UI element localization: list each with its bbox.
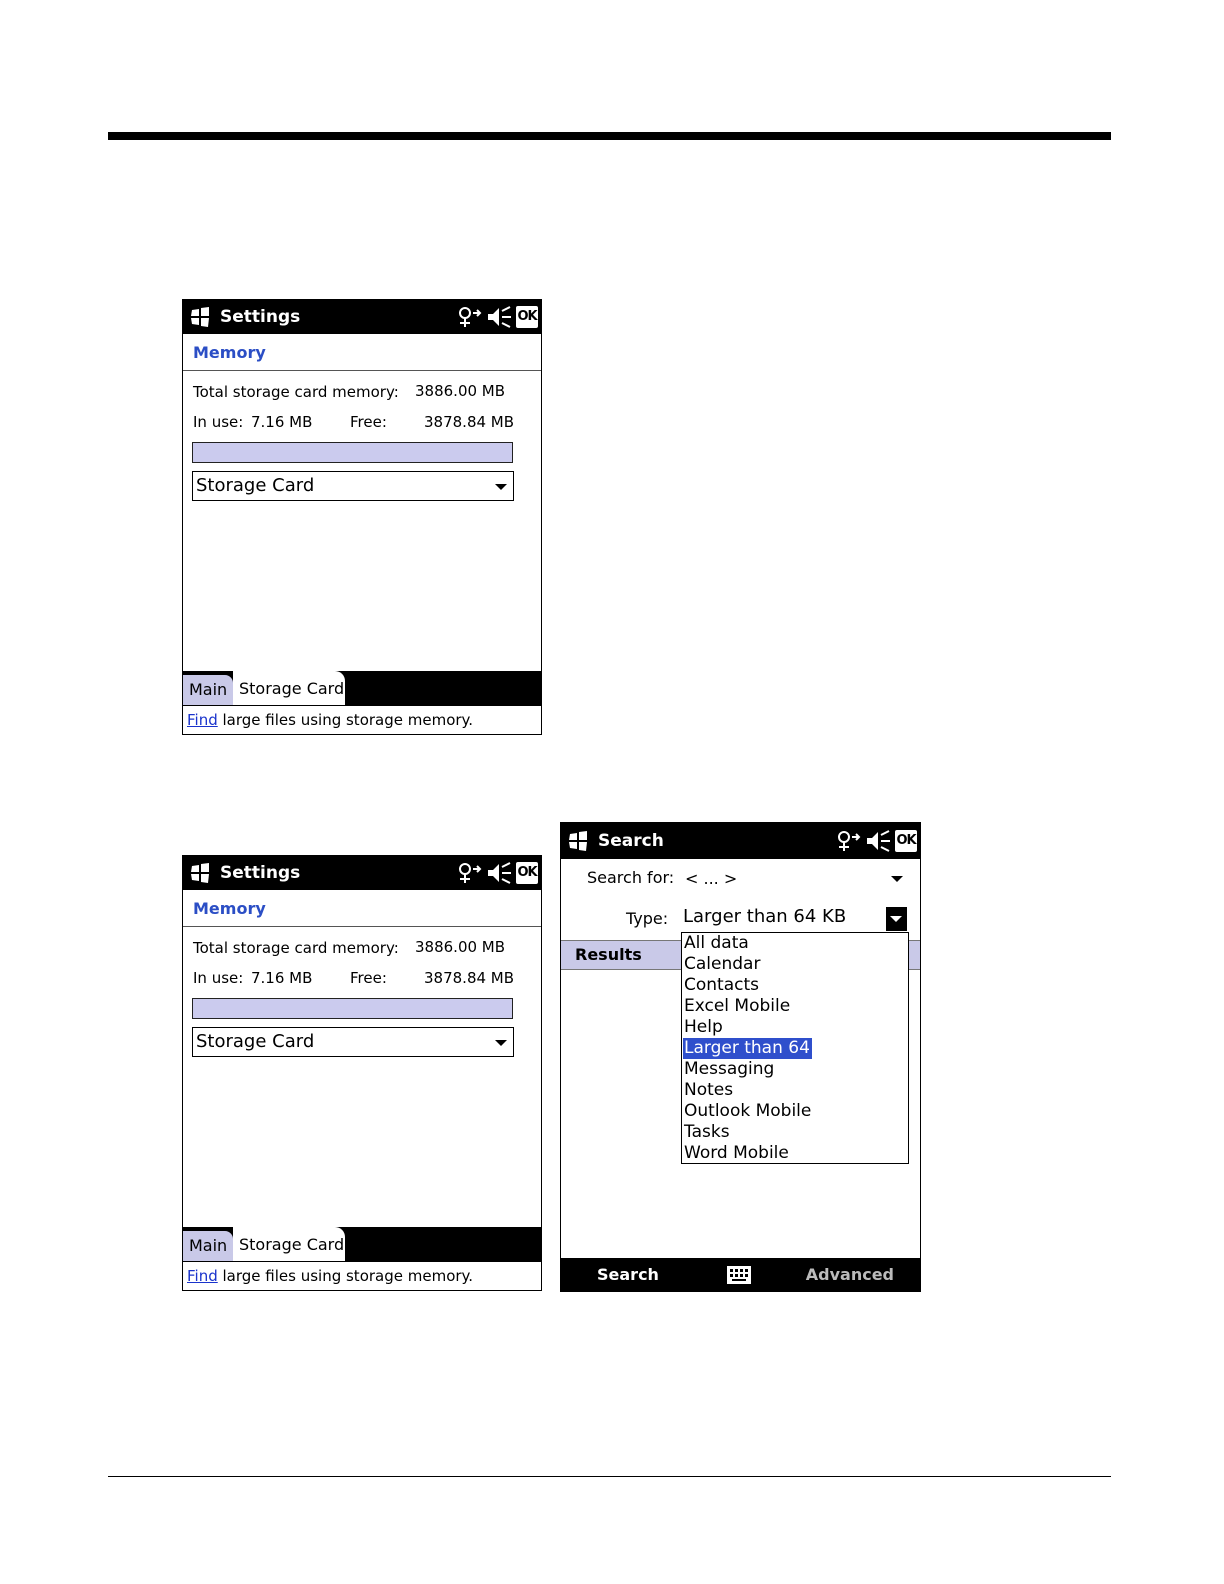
type-label: Type: <box>626 909 669 928</box>
list-item[interactable]: Messaging <box>684 1059 775 1079</box>
find-hint <box>187 710 473 730</box>
find-link[interactable]: Find <box>187 1267 218 1285</box>
divider <box>183 370 541 371</box>
tab-bar <box>183 671 541 705</box>
section-heading: Memory <box>193 899 266 918</box>
speaker-muted-icon[interactable] <box>486 861 512 885</box>
storage-dropdown[interactable] <box>192 471 514 501</box>
total-memory-value: 3886.00 MB <box>415 938 506 956</box>
list-item[interactable]: Notes <box>684 1080 734 1100</box>
tab-main[interactable]: Main <box>183 675 233 705</box>
dropdown-arrow-icon[interactable] <box>495 1040 507 1046</box>
storage-dropdown-value: Storage Card <box>196 475 315 496</box>
connectivity-icon[interactable] <box>456 861 482 885</box>
app-title: Settings <box>220 307 301 327</box>
storage-dropdown-value: Storage Card <box>196 1031 315 1052</box>
type-select[interactable]: Larger than 64 KB <box>683 906 847 927</box>
free-value: 3878.84 MB <box>424 413 515 431</box>
softkey-bar <box>561 1258 920 1291</box>
type-options-list[interactable] <box>681 932 909 1164</box>
list-item-selected[interactable]: Larger than 64 <box>684 1038 810 1058</box>
list-item[interactable]: Help <box>684 1017 723 1037</box>
app-title: Search <box>598 831 664 851</box>
total-memory-label: Total storage card memory: <box>193 383 399 401</box>
find-hint-text: large files using storage memory. <box>217 1267 474 1285</box>
total-memory-label: Total storage card memory: <box>193 939 399 957</box>
windows-start-icon[interactable] <box>567 830 589 852</box>
tab-main[interactable]: Main <box>183 1231 233 1261</box>
title-bar <box>183 300 541 334</box>
list-item[interactable]: Excel Mobile <box>684 996 791 1016</box>
in-use-value: 7.16 MB <box>251 413 313 431</box>
ok-button[interactable]: OK <box>516 306 538 328</box>
tab-storage-card[interactable]: Storage Card <box>233 671 345 705</box>
in-use-label: In use: <box>193 413 244 431</box>
free-label: Free: <box>350 969 387 987</box>
keyboard-icon[interactable] <box>727 1266 751 1284</box>
in-use-value: 7.16 MB <box>251 969 313 987</box>
list-item[interactable]: Contacts <box>684 975 759 995</box>
section-heading: Memory <box>193 343 266 362</box>
find-hint <box>187 1266 473 1286</box>
list-item[interactable]: Tasks <box>684 1122 730 1142</box>
list-item[interactable]: Outlook Mobile <box>684 1101 812 1121</box>
ok-button[interactable]: OK <box>516 862 538 884</box>
divider <box>183 1261 541 1262</box>
search-softkey[interactable]: Search <box>597 1265 659 1284</box>
speaker-muted-icon[interactable] <box>865 829 891 853</box>
settings-memory-screen-2 <box>182 855 542 1291</box>
free-label: Free: <box>350 413 387 431</box>
list-item[interactable]: All data <box>684 933 749 953</box>
tab-bar <box>183 1227 541 1261</box>
connectivity-icon[interactable] <box>456 305 482 329</box>
list-item[interactable]: Word Mobile <box>684 1143 789 1163</box>
dropdown-arrow-icon[interactable] <box>886 907 907 931</box>
title-bar <box>561 823 920 859</box>
free-value: 3878.84 MB <box>424 969 515 987</box>
page-top-rule <box>108 132 1111 140</box>
title-bar <box>183 856 541 890</box>
divider <box>183 705 541 706</box>
search-for-label: Search for: <box>587 868 675 887</box>
divider <box>183 926 541 927</box>
find-link[interactable]: Find <box>187 711 218 729</box>
windows-start-icon[interactable] <box>189 862 211 884</box>
results-label: Results <box>575 945 642 964</box>
storage-dropdown[interactable] <box>192 1027 514 1057</box>
find-hint-text: large files using storage memory. <box>217 711 474 729</box>
memory-usage-bar <box>192 442 513 463</box>
ok-button[interactable]: OK <box>895 830 917 852</box>
dropdown-arrow-icon[interactable] <box>495 484 507 490</box>
memory-usage-bar <box>192 998 513 1019</box>
list-item[interactable]: Calendar <box>684 954 761 974</box>
connectivity-icon[interactable] <box>835 829 861 853</box>
total-memory-value: 3886.00 MB <box>415 382 506 400</box>
advanced-softkey[interactable]: Advanced <box>805 1265 894 1284</box>
search-screen <box>560 822 921 1292</box>
search-for-input[interactable]: < ... > <box>685 869 738 888</box>
page-bottom-rule <box>108 1476 1111 1477</box>
in-use-label: In use: <box>193 969 244 987</box>
app-title: Settings <box>220 863 301 883</box>
speaker-muted-icon[interactable] <box>486 305 512 329</box>
settings-memory-screen-1 <box>182 299 542 735</box>
windows-start-icon[interactable] <box>189 306 211 328</box>
dropdown-arrow-icon[interactable] <box>891 876 903 882</box>
tab-storage-card[interactable]: Storage Card <box>233 1227 345 1261</box>
